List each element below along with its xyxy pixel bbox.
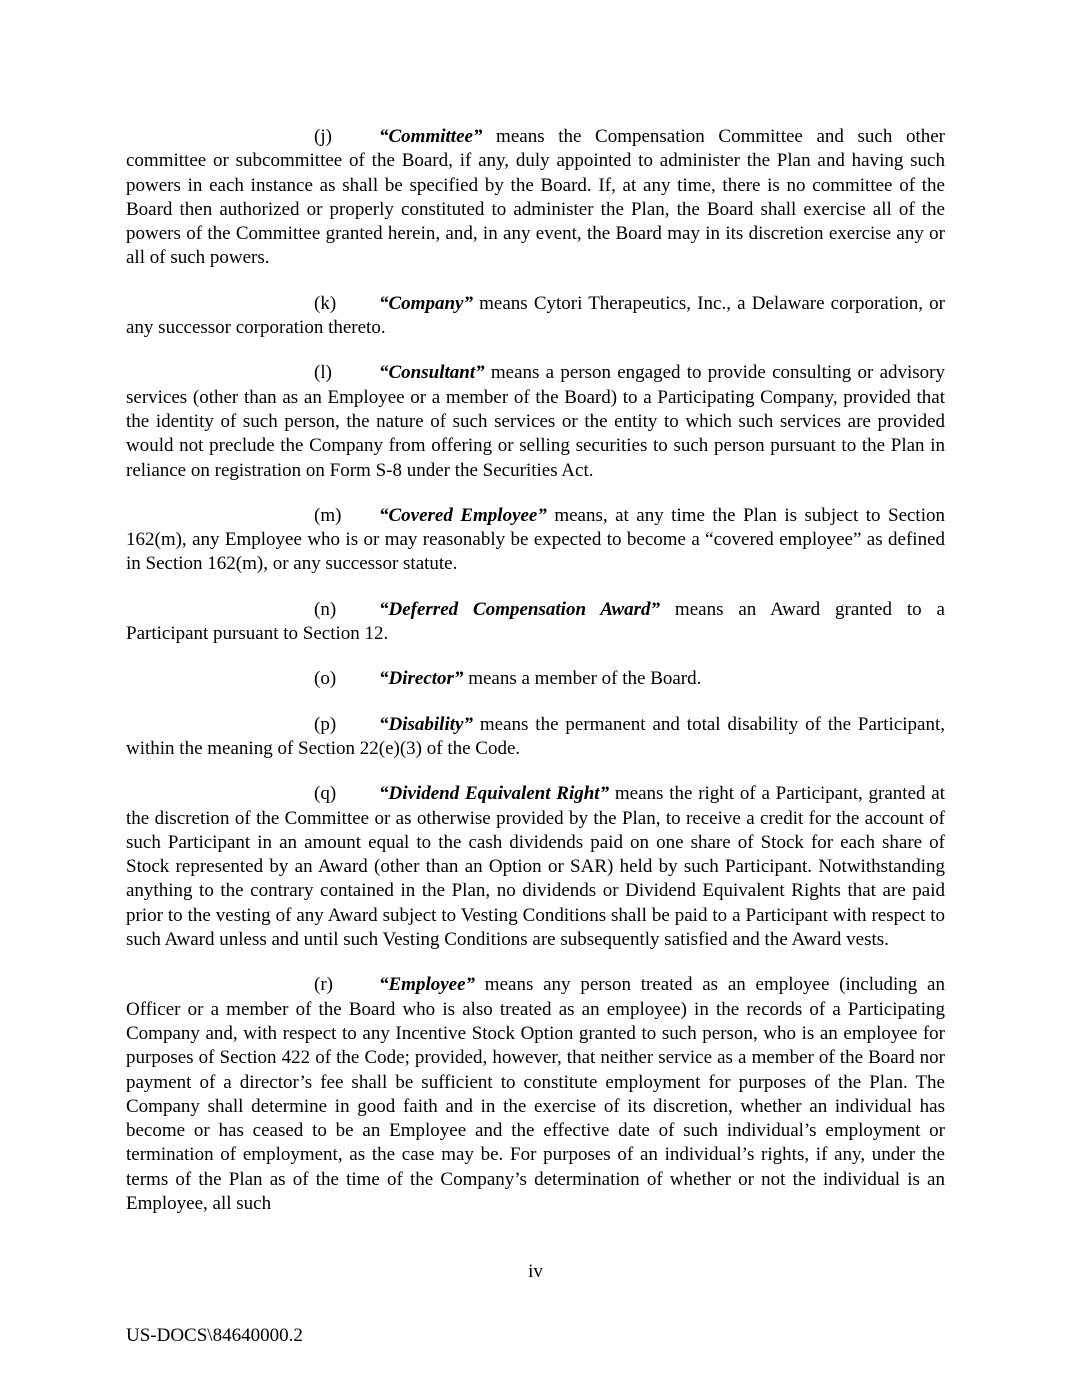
definition-q — [126, 782, 945, 952]
definition-text: means a person engaged to provide consulting or advisory services (other than as an Employee or a member of the Board) to a Participating Company, provided that the identity of such person, the nature of such services or the entity to which such services are provided would not preclude the Company from offering or selling securities to such person pursuant to the Plan in reliance on registration on Form S-8 under the Securities Act. — [126, 362, 945, 481]
definition-l — [126, 361, 945, 482]
definition-text: means any person treated as an employee (including an Officer or a member of the Board who is also treated as an employee) in the records of a Participating Company and, with respect to any Incentive Stock Option granted to such person, who is an employee for purposes of Section 422 of the Code; provided, however, that neither service as a member of the Board nor payment of a director’s fee shall be sufficient to constitute employment for purposes of the Plan. The Company shall determine in good faith and in the exercise of its discretion, whether an individual has become or has ceased to be an Employee and the effective date of such individual’s employment or termination of employment, as the case may be. For purposes of an individual’s rights, if any, under the terms of the Plan as of the time of the Company’s determination of whether or not the individual is an Employee, all such — [126, 974, 945, 1214]
definition-number: (l) — [314, 362, 332, 384]
definition-r — [126, 973, 945, 1216]
defined-term: “Committee” — [379, 126, 483, 147]
definition-number: (p) — [314, 713, 337, 735]
definition-text: means the right of a Participant, granted at the discretion of the Committee or as otherwise provided by the Plan, to receive a credit for the account of such Participant in an amount equal to the cash dividends paid on one share of Stock for each share of Stock represented by an Award (other than an Option or SAR) held by such Participant. Notwithstanding anything to the contrary contained in the Plan, no dividends or Dividend Equivalent Rights that are paid prior to the vesting of any Award subject to Vesting Conditions shall be paid to a Participant with respect to such Award unless and until such Vesting Conditions are subsequently satisfied and the Award vests. — [126, 783, 945, 951]
definition-text: means the Compensation Committee and such other committee or subcommittee of the Board, if any, duly appointed to administer the Plan and having such powers in each instance as shall be specified by the Board. If, at any time, there is no committee of the Board then authorized or properly constituted to administer the Plan, the Board shall exercise all of the powers of the Committee granted herein, and, in any event, the Board may in its discretion exercise any or all of such powers. — [126, 126, 945, 269]
definition-number: (o) — [314, 668, 337, 690]
definition-text: means, at any time the Plan is subject to Section 162(m), any Employee who is or may reasonably be expected to become a “covered employee” as defined in Section 162(m), or any successor statute. — [126, 504, 945, 575]
definition-n — [126, 598, 945, 647]
definition-number: (r) — [314, 974, 333, 996]
definition-number: (k) — [314, 292, 337, 314]
definition-m — [126, 504, 945, 577]
defined-term: “Deferred Compensation Award” — [379, 598, 661, 620]
definition-text: means Cytori Therapeutics, Inc., a Delaware corporation, or any successor corporation thereto. — [126, 292, 945, 339]
definition-number: (n) — [314, 598, 337, 620]
defined-term: “Employee” — [379, 974, 476, 996]
document-id-footer: US-DOCS\84640000.2 — [126, 1325, 303, 1346]
defined-term: “Covered Employee” — [379, 504, 547, 526]
definition-p — [126, 713, 945, 762]
page-number: iv — [528, 1261, 543, 1282]
definition-k — [126, 292, 945, 341]
defined-term: “Company” — [379, 292, 473, 314]
definition-number: (j) — [314, 126, 332, 147]
definition-text: means the permanent and total disability of the Participant, within the meaning of Section 22(e)(3) of the Code. — [126, 713, 945, 759]
defined-term: “Disability” — [379, 713, 473, 735]
definition-text: means an Award granted to a Participant pursuant to Section 12. — [126, 598, 945, 645]
definition-j — [126, 125, 945, 271]
document-body — [126, 125, 945, 1237]
definition-o — [126, 667, 945, 691]
defined-term: “Consultant” — [379, 362, 485, 384]
defined-term: “Director” — [379, 668, 464, 690]
definition-text: means a member of the Board. — [463, 668, 702, 690]
defined-term: “Dividend Equivalent Right” — [379, 783, 610, 805]
definition-number: (q) — [314, 783, 337, 805]
definition-number: (m) — [314, 504, 342, 526]
